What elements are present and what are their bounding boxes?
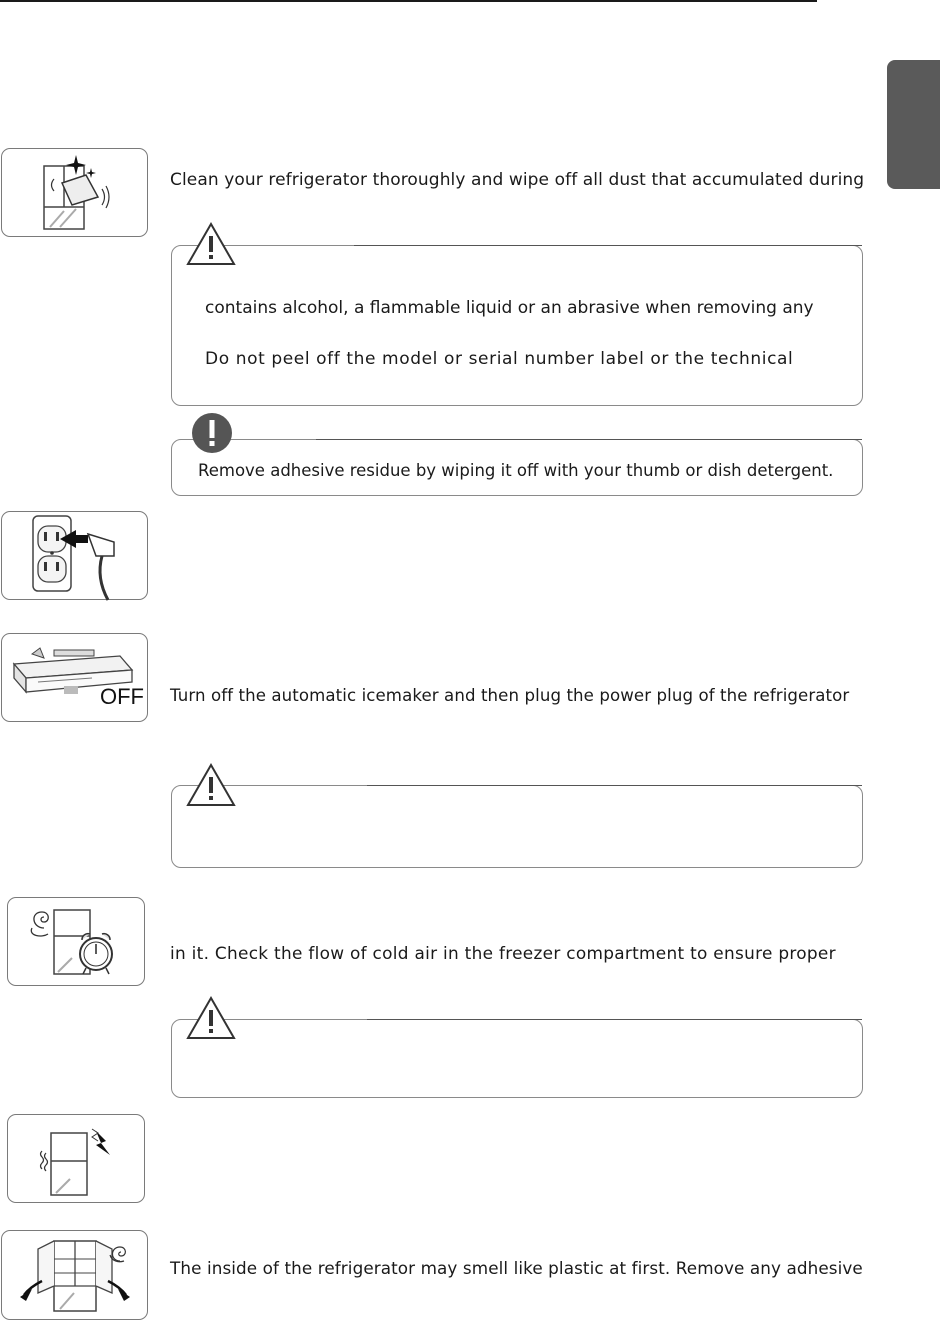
step3-text: Turn off the automatic icemaker and then plug the power plug of the refrigerator bbox=[170, 686, 850, 705]
open-doors-smell-icon bbox=[2, 1231, 149, 1321]
cooling-clock-icon bbox=[8, 898, 146, 987]
note-header-line-1 bbox=[316, 439, 862, 440]
cleaning-icon bbox=[2, 149, 149, 238]
caution1-line2: Do not peel off the model or serial number label or the technical bbox=[205, 349, 794, 369]
cleaning-icon-box bbox=[1, 148, 148, 237]
caution-box-3 bbox=[171, 1019, 863, 1098]
fridge-noise-icon bbox=[8, 1115, 146, 1204]
outlet-icon-box bbox=[1, 511, 148, 600]
power-outlet-icon bbox=[2, 512, 149, 601]
icemaker-icon-box bbox=[1, 633, 148, 722]
open-doors-icon-box bbox=[1, 1230, 148, 1320]
caution-header-line-3 bbox=[367, 1019, 862, 1020]
caution-header-line-1 bbox=[354, 245, 862, 246]
warning-triangle-icon bbox=[186, 763, 236, 807]
step1-text: Clean your refrigerator thoroughly and wipe off all dust that accumulated during bbox=[170, 170, 865, 190]
caution-box-1 bbox=[171, 245, 863, 406]
step6-text: The inside of the refrigerator may smell like plastic at first. Remove any adhesive bbox=[170, 1258, 863, 1278]
language-tab bbox=[887, 60, 940, 189]
note1-text: Remove adhesive residue by wiping it off with your thumb or dish detergent. bbox=[198, 461, 834, 480]
caution1-line1: contains alcohol, a flammable liquid or an abrasive when removing any bbox=[205, 298, 814, 318]
caution-box-2 bbox=[171, 785, 863, 868]
caution-header-line-2 bbox=[367, 785, 862, 786]
step4-text: in it. Check the flow of cold air in the freezer compartment to ensure proper bbox=[170, 943, 836, 963]
icemaker-off-label: OFF bbox=[100, 684, 144, 709]
exclamation-note-icon bbox=[191, 412, 233, 454]
warning-triangle-icon bbox=[186, 222, 236, 266]
noise-icon-box bbox=[7, 1114, 145, 1203]
cooling-icon-box bbox=[7, 897, 145, 986]
icemaker-off-icon bbox=[2, 634, 149, 723]
top-rule bbox=[0, 0, 817, 2]
warning-triangle-icon bbox=[186, 996, 236, 1040]
